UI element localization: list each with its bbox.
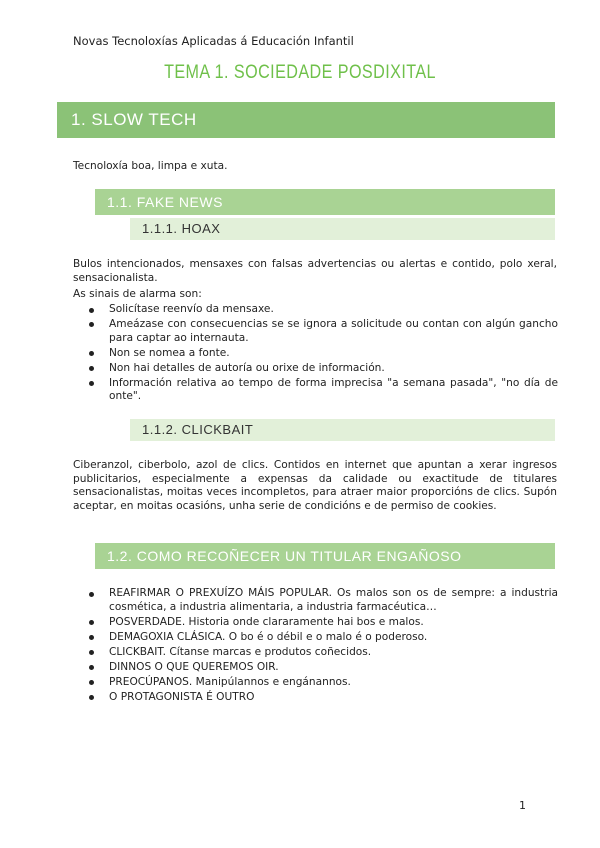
page-number: 1 bbox=[519, 799, 526, 812]
list-item: Información relativa ao tempo de forma imprecisa "a semana pasada", "no día de onte". bbox=[109, 376, 558, 403]
list-item: CLICKBAIT. Cítanse marcas e produtos coñecidos. bbox=[109, 646, 558, 660]
list-item: Solicítase reenvío da mensaxe. bbox=[109, 303, 558, 317]
alarm-signs-list bbox=[109, 303, 558, 405]
list-item: DEMAGOXIA CLÁSICA. O bo é o débil e o malo é o poderoso. bbox=[109, 631, 558, 645]
list-item: DINNOS O QUE QUEREMOS OIR. bbox=[109, 661, 558, 675]
list-item: O PROTAGONISTA É OUTRO bbox=[109, 691, 558, 705]
subsubsection-heading-clickbait: 1.1.2. CLICKBAIT bbox=[130, 419, 555, 441]
section-intro-text: Tecnoloxía boa, limpa e xuta. bbox=[73, 160, 228, 172]
hoax-paragraph: Bulos intencionados, mensaxes con falsas advertencias ou alertas e contido, polo xeral, sensacionalista. bbox=[73, 258, 557, 284]
clickbait-paragraph: Ciberanzol, ciberbolo, azol de clics. Contidos en internet que apuntan a xerar ingresos publicitarios, especialmente a expensas da calidade ou exactitude de titulares sensacionalistas, moitas veces incompletos, para atraer maior proporcións de clics. Supón aceptar, en moitas ocasións, unha serie de condicións e de permiso de cookies. bbox=[73, 459, 557, 512]
misleading-headline-list bbox=[109, 587, 558, 705]
subsubsection-heading-hoax: 1.1.1. HOAX bbox=[130, 218, 555, 240]
list-item: POSVERDADE. Historia onde clararamente hai bos e malos. bbox=[109, 616, 558, 630]
subsection-heading-fake-news: 1.1. FAKE NEWS bbox=[95, 189, 555, 215]
page-title: TEMA 1. SOCIEDADE POSDIXITAL bbox=[164, 62, 436, 83]
subsection-heading-misleading-headline: 1.2. COMO RECOÑECER UN TITULAR ENGAÑOSO bbox=[95, 543, 555, 569]
document-header: Novas Tecnoloxías Aplicadas á Educación Infantil bbox=[73, 34, 354, 48]
list-item: Non se nomea a fonte. bbox=[109, 347, 558, 361]
list-item: REAFIRMAR O PREXUÍZO MÁIS POPULAR. Os malos son os de sempre: a industria cosmética, a industria alimentaria, a industria farmacéutica… bbox=[109, 587, 558, 613]
alarm-signs-intro: As sinais de alarma son: bbox=[73, 288, 202, 300]
section-heading-slow-tech: 1. SLOW TECH bbox=[57, 102, 555, 138]
list-item: Non hai detalles de autoría ou orixe de información. bbox=[109, 362, 558, 376]
list-item: PREOCÚPANOS. Manipúlannos e engánannos. bbox=[109, 676, 558, 690]
list-item: Ameázase con consecuencias se se ignora a solicitude ou contan con algún gancho para captar ao internauta. bbox=[109, 317, 558, 344]
